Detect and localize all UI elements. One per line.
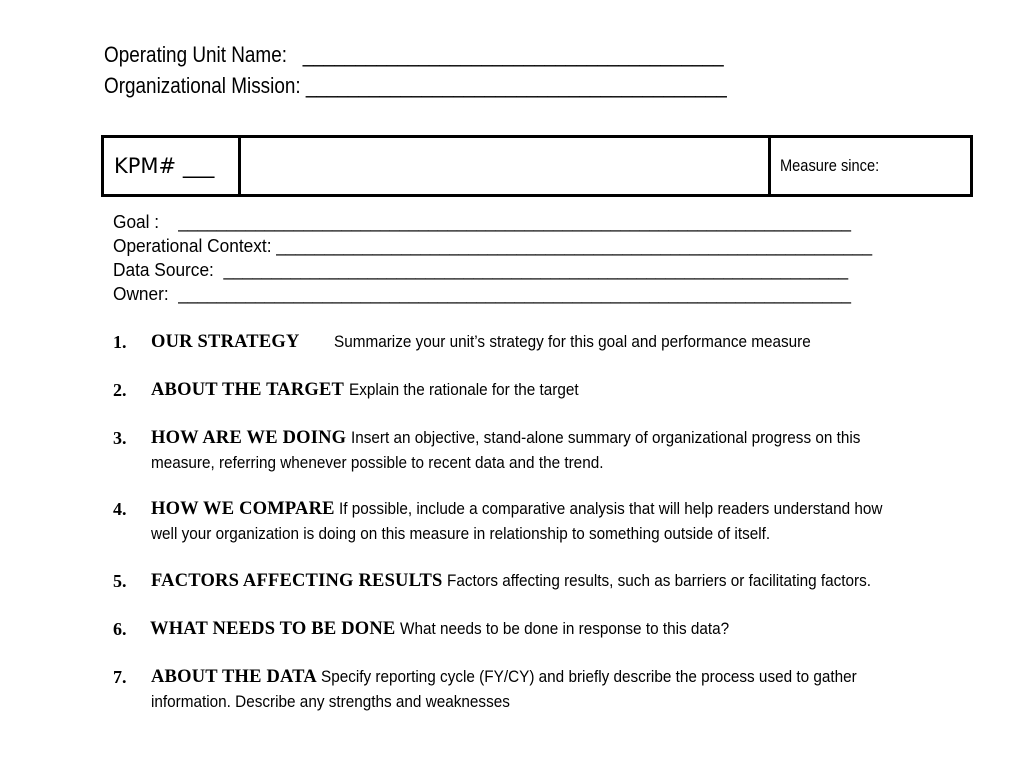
section-description-continued: information. Describe any strengths and weaknesses — [151, 692, 510, 711]
section-description: Explain the rationale for the target — [348, 380, 579, 399]
section-number: 2. — [113, 380, 127, 400]
kpm-number-cell — [104, 138, 241, 194]
section-description: If possible, include a comparative analysis that will help readers understand how — [339, 499, 883, 518]
section-title: FACTORS AFFECTING RESULTS — [151, 571, 443, 591]
section-description: Specify reporting cycle (FY/CY) and briefly describe the process used to gather — [321, 667, 858, 686]
section-title: WHAT NEEDS TO BE DONE — [150, 619, 396, 639]
measure-since-cell — [771, 138, 970, 194]
owner-field: Owner: ______________________________________________________________________ — [113, 284, 852, 304]
section-title: HOW ARE WE DOING — [151, 428, 347, 448]
measure-since-label: Measure since: — [780, 156, 880, 175]
goal-field: Goal : ______________________________________________________________________ — [113, 212, 852, 232]
section-title: HOW WE COMPARE — [151, 499, 335, 519]
section-title: ABOUT THE DATA — [151, 667, 317, 687]
data-source-field: Data Source: _________________________________________________________________ — [113, 260, 849, 280]
section-title: OUR STRATEGY — [151, 332, 300, 352]
section-number: 3. — [113, 428, 127, 448]
section-number: 5. — [113, 571, 127, 591]
organizational-mission-line: Organizational Mission: ________________________________________ — [104, 73, 727, 98]
section-description: Factors affecting results, such as barriers or facilitating factors. — [446, 571, 871, 590]
section-description: Summarize your unit’s strategy for this goal and performance measure — [333, 332, 811, 351]
measure-metadata — [113, 210, 904, 306]
kpm-number-label: KPM# ___ — [114, 154, 215, 178]
section-number: 6. — [113, 619, 127, 639]
kpm-table — [101, 135, 973, 197]
operating-unit-name-line: Operating Unit Name: ________________________________________ — [104, 42, 724, 67]
section-description: Insert an objective, stand-alone summary of organizational progress on this — [350, 428, 861, 447]
section-number: 1. — [113, 332, 127, 352]
section-number: 7. — [113, 667, 127, 687]
section-description-continued: well your organization is doing on this measure in relationship to something outside of itself. — [151, 524, 771, 543]
section-number: 4. — [113, 499, 127, 519]
operational-context-field: Operational Context: ______________________________________________________________ — [113, 236, 873, 256]
section-description-continued: measure, referring whenever possible to recent data and the trend. — [151, 453, 604, 472]
kpm-name-cell[interactable] — [241, 138, 771, 194]
section-title: ABOUT THE TARGET — [151, 380, 345, 400]
section-description: What needs to be done in response to this data? — [399, 619, 730, 638]
